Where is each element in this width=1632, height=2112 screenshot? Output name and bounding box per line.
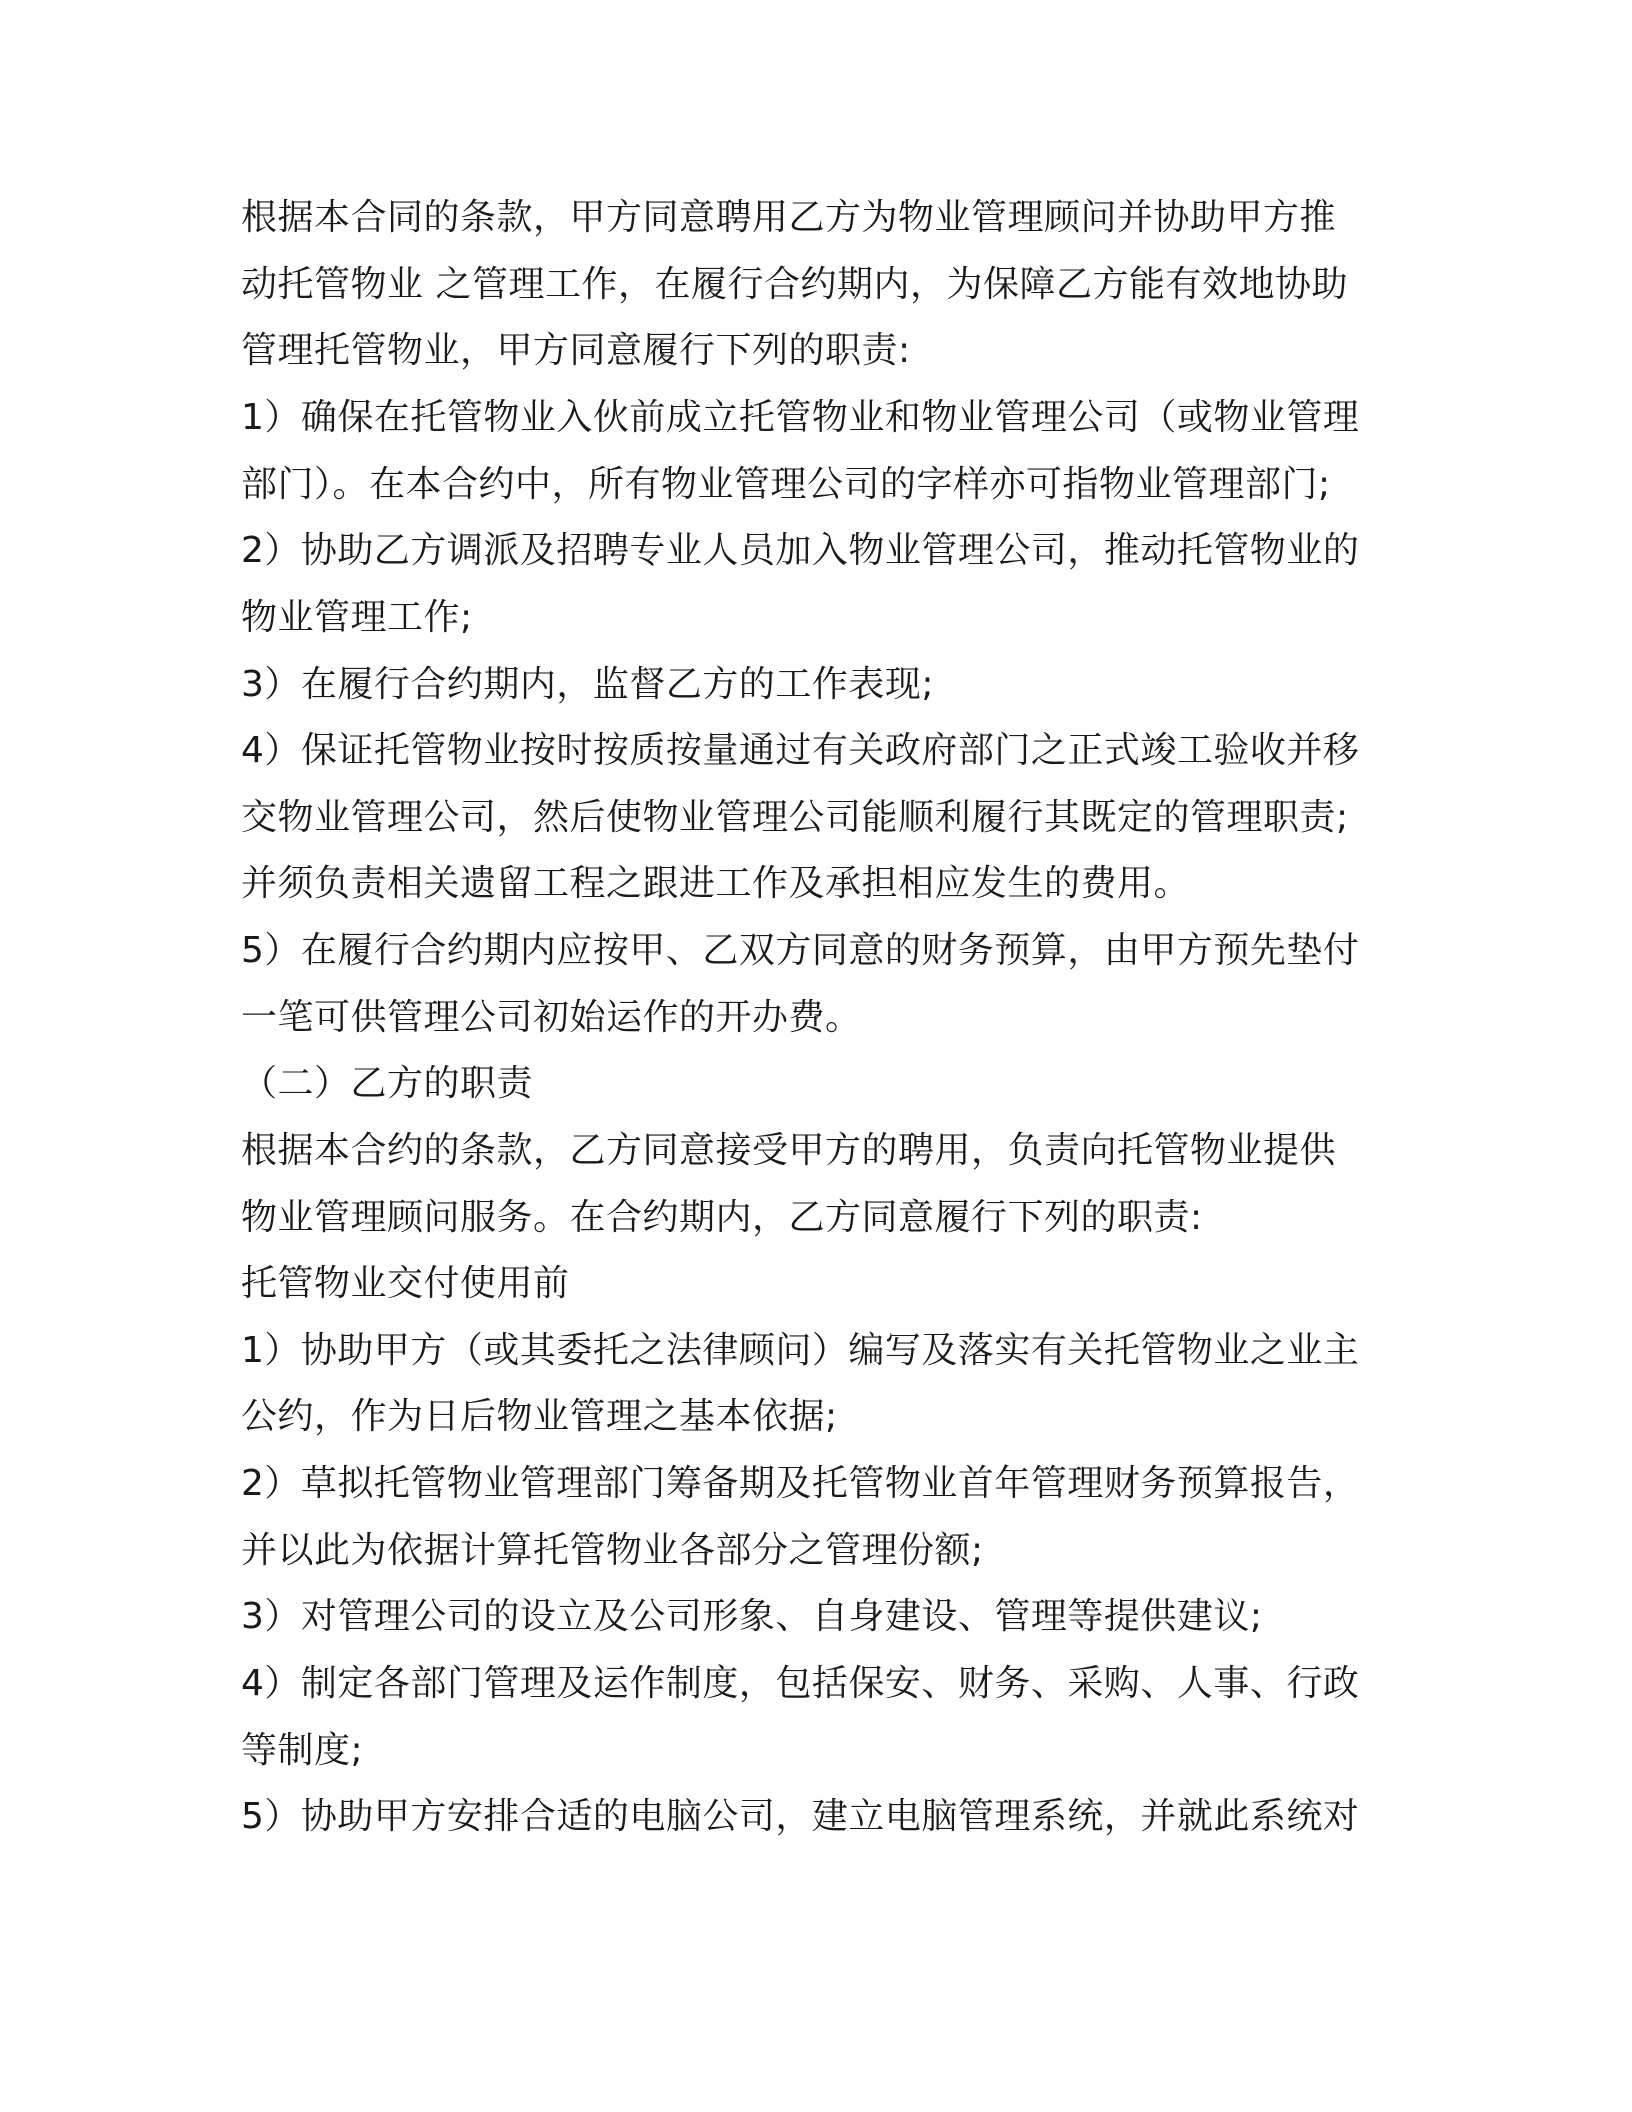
list-item: 1）确保在托管物业入伙前成立托管物业和物业管理公司（或物业管理 [241, 397, 1360, 438]
text-line: 公约，作为日后物业管理之基本依据; [241, 1396, 838, 1437]
text-line: 交物业管理公司，然后使物业管理公司能顺利履行其既定的管理职责; [241, 797, 1349, 838]
text-line: 物业管理工作; [241, 597, 473, 638]
text-line: 一笔可供管理公司初始运作的开办费。 [241, 997, 862, 1038]
text-line: 部门）。在本合约中，所有物业管理公司的字样亦可指物业管理部门; [241, 464, 1331, 505]
list-item: 2）草拟托管物业管理部门筹备期及托管物业首年管理财务预算报告， [241, 1463, 1360, 1504]
list-item: 1）协助甲方（或其委托之法律顾问）编写及落实有关托管物业之业主 [241, 1330, 1360, 1371]
list-item: 5）协助甲方安排合适的电脑公司，建立电脑管理系统，并就此系统对 [241, 1796, 1360, 1837]
list-item: 4）制定各部门管理及运作制度，包括保安、财务、采购、人事、行政 [241, 1663, 1360, 1704]
list-item: 3）在履行合约期内，监督乙方的工作表现; [241, 664, 935, 705]
list-item: 5）在履行合约期内应按甲、乙双方同意的财务预算，由甲方预先垫付 [241, 930, 1360, 971]
list-item: 4）保证托管物业按时按质按量通过有关政府部门之正式竣工验收并移 [241, 730, 1360, 771]
text-line: 物业管理顾问服务。在合约期内，乙方同意履行下列的职责: [241, 1197, 1203, 1238]
section-heading: （二）乙方的职责 [241, 1063, 534, 1104]
list-item: 3）对管理公司的设立及公司形象、自身建设、管理等提供建议; [241, 1596, 1263, 1637]
text-line: 等制度; [241, 1730, 364, 1771]
text-line: 并以此为依据计算托管物业各部分之管理份额; [241, 1530, 984, 1571]
text-line: 并须负责相关遗留工程之跟进工作及承担相应发生的费用。 [241, 863, 1191, 904]
list-item: 2）协助乙方调派及招聘专业人员加入物业管理公司，推动托管物业的 [241, 530, 1360, 571]
text-line: 根据本合同的条款，甲方同意聘用乙方为物业管理顾问并协助甲方推 [241, 197, 1337, 238]
text-line: 动托管物业 之管理工作，在履行合约期内，为保障乙方能有效地协助 [241, 264, 1348, 305]
text-line: 管理托管物业，甲方同意履行下列的职责: [241, 330, 911, 371]
subsection-heading: 托管物业交付使用前 [241, 1263, 570, 1304]
text-line: 根据本合约的条款，乙方同意接受甲方的聘用，负责向托管物业提供 [241, 1130, 1337, 1171]
